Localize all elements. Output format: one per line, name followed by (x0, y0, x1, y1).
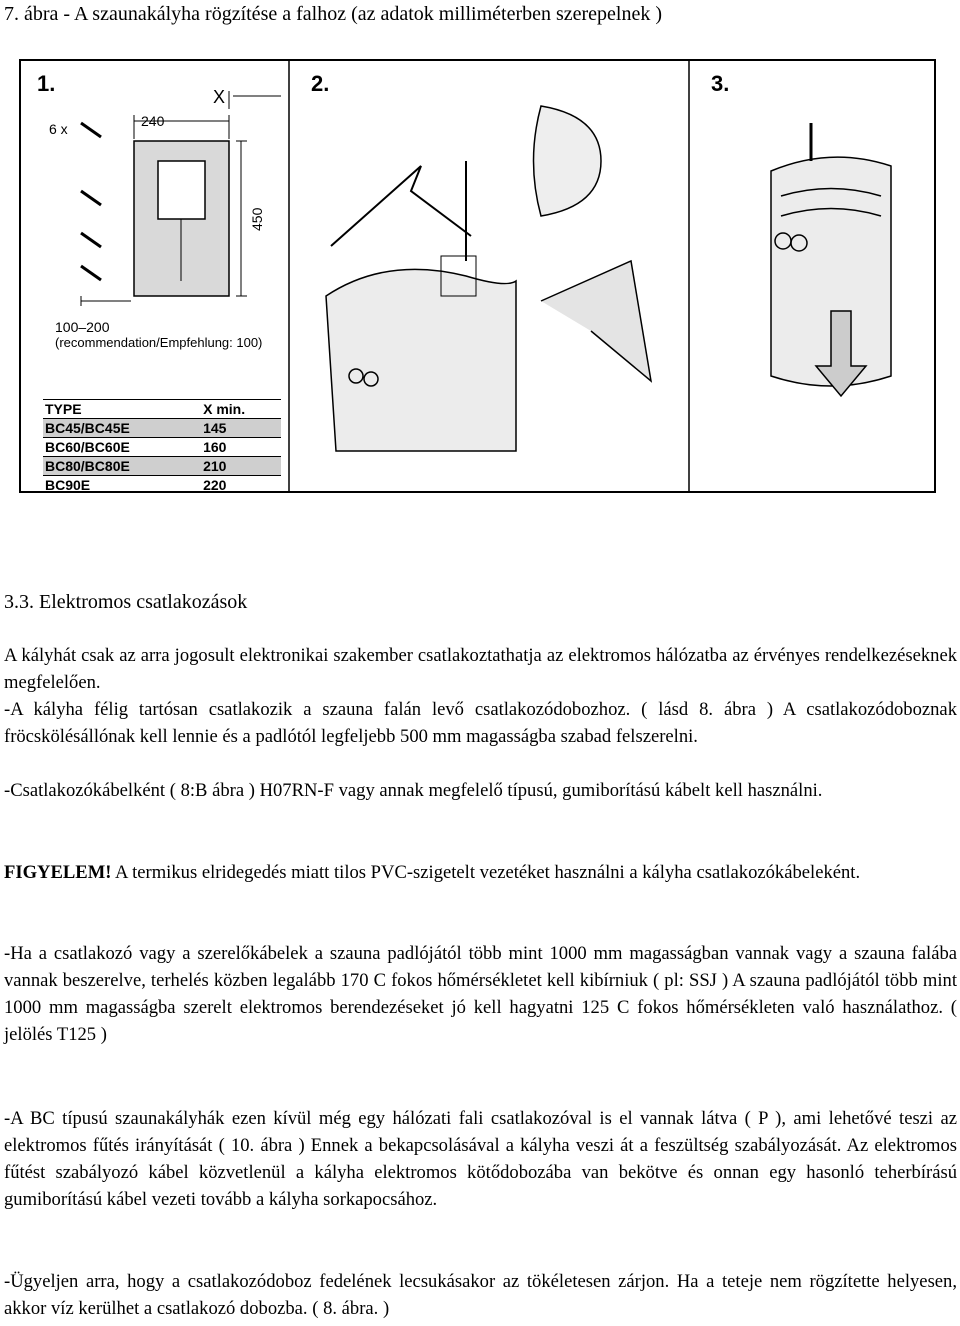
paragraph-3: -Csatlakozókábelként ( 8:B ábra ) H07RN-F vagy annak megfelelő típusú, gumiborítású kábelt kell használni. (4, 780, 823, 801)
paragraph-5: -Ha a csatlakozó vagy a szerelőkábelek a szauna padlójától több mint 1000 mm magasságban vannak vagy a szauna falába vannak beszerelve, terhelés közben legalább 170 C fokos hőmérsékletet kell kibírniuk ( pl: SSJ ) A szauna padlójától több mint 1000 mm magasságba szerelt elektromos berendezéseket jó kell hagyatni 125 C fokos hőmérsékleten való használathoz. ( jelölés T125 ) (4, 943, 957, 1045)
xmin-cell: 210 (173, 457, 281, 476)
panel-label-3: 3. (711, 71, 730, 96)
heater-mounted (771, 123, 891, 396)
dim-recommendation: (recommendation/Empfehlung: 100) (55, 335, 263, 350)
paragraph-2: -A kályha félig tartósan csatlakozik a szauna falán levő csatlakozódobozhoz. ( lásd 8. ábra ) A csatlakozódoboznak fröcskölésállónak kell lennie és a padlótól legfeljebb 500 mm magasságba szabad felszerelni. (4, 699, 957, 747)
figure-7-mounting-diagram (19, 59, 936, 493)
table-row (43, 419, 281, 438)
paragraph-control (4, 1105, 957, 1213)
dim-width-240: 240 (141, 113, 165, 129)
table-row (43, 457, 281, 476)
section-title: 3.3. Elektromos csatlakozások (4, 591, 248, 613)
table-row (43, 438, 281, 457)
paragraph-lid (4, 1268, 957, 1322)
screw-icons (81, 123, 101, 280)
figure-caption: 7. ábra - A szaunakályha rögzítése a falhoz (az adatok milliméterben szerepelnek ) (4, 3, 663, 25)
xmin-cell: 145 (173, 419, 281, 438)
mounting-plate (81, 91, 281, 306)
xmin-cell: 160 (173, 438, 281, 457)
warning-label: FIGYELEM! (4, 862, 112, 883)
paragraph-warning (4, 859, 957, 886)
paragraph-temperature (4, 940, 957, 1048)
paragraph-1: A kályhát csak az arra jogosult elektronikai szakember csatlakoztathatja az elektromos hálózatba az érvényes rendelkezéseknek megfelelően. (4, 645, 957, 693)
paragraph-intro (4, 642, 957, 696)
panel-label-1: 1. (37, 71, 56, 96)
xmin-header: X min. (173, 400, 281, 419)
panel-label-2: 2. (311, 71, 330, 96)
type-table-header (43, 400, 281, 419)
type-cell: BC90E (43, 476, 173, 495)
type-cell: BC80/BC80E (43, 457, 173, 476)
dim-range: 100–200 (55, 319, 110, 335)
paragraph-junction-box (4, 696, 957, 750)
screw-count-label: 6 x (49, 121, 68, 137)
paragraph-cable (4, 777, 957, 804)
type-cell: BC60/BC60E (43, 438, 173, 457)
paragraph-6: -A BC típusú szaunakályhák ezen kívül még egy hálózati fali csatlakozóval is el vannak látva ( P ), ami lehetővé teszi az elektromos fűtés irányítását ( 10. ábra ) Ennek a bekapcsolásával a kályha veszi át a feszültség szabályozását. Az elektromos fűtést szabályozó kábel közvetlenül a kályha elektromos kötődobozába van bekötve és onnan egy hasonló teherbírású gumiborítású kábel vezeti tovább a kályha sorkapocsához. (4, 1108, 957, 1210)
table-row (43, 476, 281, 495)
warning-text: A termikus elridegedés miatt tilos PVC-szigetelt vezetéket használni a kályha csatlakozókábeleként. (111, 862, 861, 883)
heater-with-cover (326, 106, 651, 451)
paragraph-7: -Ügyeljen arra, hogy a csatlakozódoboz fedelének lecsukásakor az tökéletesen zárjon. Ha a teteje nem rögzítette helyesen, akkor víz kerülhet a csatlakozó dobozba. ( 8. ábra. ) (4, 1271, 957, 1319)
xmin-cell: 220 (173, 476, 281, 495)
dim-x-label: X (213, 87, 226, 107)
dim-height-450: 450 (249, 207, 265, 231)
type-header: TYPE (43, 400, 173, 419)
type-table (43, 399, 281, 494)
type-cell: BC45/BC45E (43, 419, 173, 438)
